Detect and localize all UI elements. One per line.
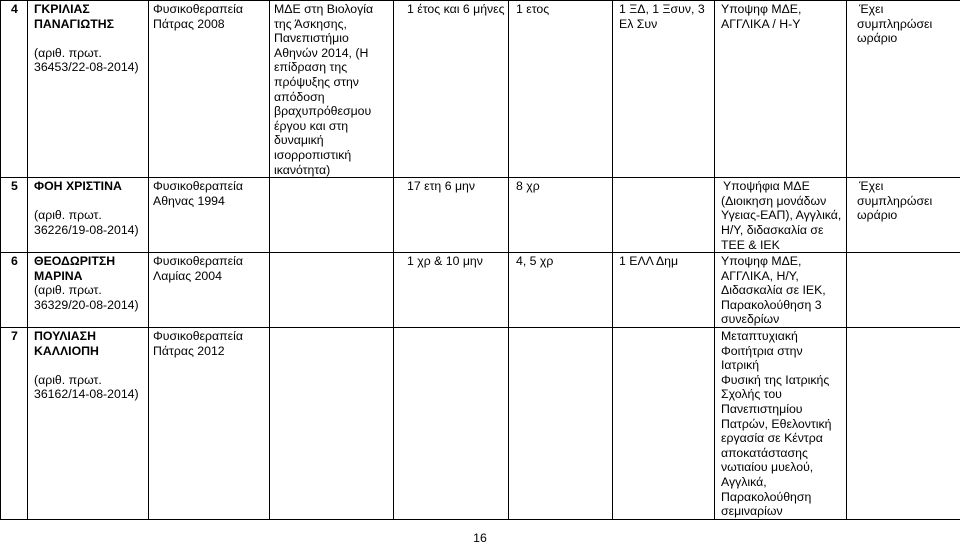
postgrad-cell bbox=[270, 328, 394, 520]
candidate-cell bbox=[28, 253, 149, 328]
degree: Φυσικοθεραπεία bbox=[153, 2, 267, 17]
candidate-name: ΚΑΛΛΙΟΠΗ bbox=[34, 344, 146, 359]
other-qualifications-cell bbox=[715, 328, 847, 520]
candidate-name: ΜΑΡΙΝΑ bbox=[34, 269, 146, 284]
postgrad-line: Πανεπιστήμιο bbox=[274, 31, 391, 46]
page-number: 16 bbox=[0, 531, 960, 546]
qualification-line: Μεταπτυχιακή bbox=[721, 329, 844, 344]
note-cell bbox=[847, 328, 960, 520]
degree-cell bbox=[149, 1, 270, 178]
degree: Πάτρας 2012 bbox=[153, 344, 267, 359]
experience-1-cell bbox=[394, 1, 509, 178]
row-number: 6 bbox=[11, 254, 18, 268]
qualification-line: σεμιναρίων bbox=[721, 504, 844, 519]
note-line: ωράριο bbox=[857, 31, 958, 46]
degree: Φυσικοθεραπεία bbox=[153, 179, 267, 194]
registration-number: 36226/19-08-2014) bbox=[34, 223, 146, 238]
qualification-line: Πανεπιστημίου bbox=[721, 402, 844, 417]
qualification-line: εργασία σε Κέντρα bbox=[721, 431, 844, 446]
degree-cell bbox=[149, 328, 270, 520]
note-line: ωράριο bbox=[857, 208, 958, 223]
candidate-name: ΠΑΝΑΓΙΩΤΗΣ bbox=[34, 17, 146, 32]
qualification-line: Υποψηφ ΜΔΕ, bbox=[721, 254, 844, 269]
note-line: Έχει bbox=[857, 2, 958, 17]
note-cell bbox=[847, 253, 960, 328]
experience-3-cell bbox=[613, 328, 715, 520]
qualification-line: Παρακολούθηση bbox=[721, 490, 844, 505]
experience-1-cell bbox=[394, 178, 509, 253]
table-row bbox=[1, 1, 960, 178]
postgrad-cell bbox=[270, 253, 394, 328]
other-qualifications-cell bbox=[715, 178, 847, 253]
candidate-name: ΦΟΗ ΧΡΙΣΤΙΝΑ bbox=[34, 179, 146, 194]
note-line: συμπληρώσει bbox=[857, 194, 958, 209]
experience-2: 4, 5 χρ bbox=[516, 254, 610, 269]
table-row bbox=[1, 178, 960, 253]
candidate-cell bbox=[28, 1, 149, 178]
table-row bbox=[1, 253, 960, 328]
other-qualifications-cell bbox=[715, 253, 847, 328]
experience-2: 8 χρ bbox=[516, 179, 610, 194]
postgrad-line: Αθηνών 2014, (Η bbox=[274, 46, 391, 61]
note-cell bbox=[847, 178, 960, 253]
degree: Αθηνας 1994 bbox=[153, 194, 267, 209]
experience-2-cell bbox=[509, 253, 613, 328]
experience-2-cell bbox=[509, 178, 613, 253]
row-number: 5 bbox=[11, 179, 18, 193]
row-number-cell bbox=[1, 1, 28, 178]
experience-3-cell bbox=[613, 178, 715, 253]
postgrad-line: απόδοση bbox=[274, 90, 391, 105]
table-row bbox=[1, 328, 960, 520]
experience-1-cell bbox=[394, 328, 509, 520]
registration-number: 36329/20-08-2014) bbox=[34, 298, 146, 313]
degree-cell bbox=[149, 178, 270, 253]
experience-1: 1 έτος και 6 μήνες bbox=[407, 2, 506, 17]
row-number-cell bbox=[1, 253, 28, 328]
registration-number: (αριθ. πρωτ. bbox=[34, 208, 146, 223]
qualification-line: Αγγλικά, bbox=[721, 475, 844, 490]
qualification-line: Υποψηφ ΜΔΕ, bbox=[721, 2, 844, 17]
qualification-line: ΑΓΓΛΙΚΑ, Η/Υ, bbox=[721, 269, 844, 284]
experience-2-cell bbox=[509, 328, 613, 520]
candidate-name: ΓΚΡΙΛΙΑΣ bbox=[34, 2, 146, 17]
qualification-line: αποκατάστασης bbox=[721, 446, 844, 461]
qualification-line: ΑΓΓΛΙΚΑ / Η-Υ bbox=[721, 17, 844, 32]
postgrad-cell bbox=[270, 178, 394, 253]
postgrad-line: ΜΔΕ στη Βιολογία bbox=[274, 2, 391, 17]
note-line: συμπληρώσει bbox=[857, 17, 958, 32]
degree: Πάτρας 2008 bbox=[153, 17, 267, 32]
row-number: 7 bbox=[11, 329, 18, 343]
qualification-line: Η/Υ, διδασκαλία σε bbox=[721, 223, 844, 238]
experience-2-cell bbox=[509, 1, 613, 178]
postgrad-cell bbox=[270, 1, 394, 178]
experience-1: 17 ετη 6 μην bbox=[407, 179, 506, 194]
qualification-line: ΤΕΕ & ΙΕΚ bbox=[721, 238, 844, 253]
qualification-line: Σχολής του bbox=[721, 387, 844, 402]
registration-number: 36162/14-08-2014) bbox=[34, 387, 146, 402]
row-number: 4 bbox=[11, 2, 18, 16]
qualification-line: Παρακολούθηση 3 bbox=[721, 298, 844, 313]
qualification-line: νωτιαίου μυελού, bbox=[721, 460, 844, 475]
registration-number: (αριθ. πρωτ. bbox=[34, 46, 146, 61]
experience-3: Ελ Συν bbox=[619, 17, 712, 32]
experience-3: 1 ΞΔ, 1 Ξσυν, 3 bbox=[619, 2, 712, 17]
note-line: Έχει bbox=[857, 179, 958, 194]
degree: Φυσικοθεραπεία bbox=[153, 254, 267, 269]
postgrad-line: δυναμική bbox=[274, 133, 391, 148]
experience-3-cell bbox=[613, 1, 715, 178]
note-cell bbox=[847, 1, 960, 178]
postgrad-line: ικανότητα) bbox=[274, 163, 391, 178]
qualification-line: Φοιτήτρια στην Ιατρική bbox=[721, 344, 844, 373]
degree: Λαμίας 2004 bbox=[153, 269, 267, 284]
experience-1-cell bbox=[394, 253, 509, 328]
postgrad-line: βραχυπρόθεσμου bbox=[274, 104, 391, 119]
experience-3: 1 ΕΛΛ Δημ bbox=[619, 254, 712, 269]
qualification-line: (Διοικηση μονάδων bbox=[721, 194, 844, 209]
qualification-line: Υποψήφια ΜΔΕ bbox=[721, 179, 844, 194]
degree-cell bbox=[149, 253, 270, 328]
registration-number: (αριθ. πρωτ. bbox=[34, 283, 146, 298]
registration-number: (αριθ. πρωτ. bbox=[34, 373, 146, 388]
candidate-cell bbox=[28, 328, 149, 520]
candidate-name: ΘΕΟΔΩΡΙΤΣΗ bbox=[34, 254, 146, 269]
row-number-cell bbox=[1, 328, 28, 520]
candidate-name: ΠΟΥΛΙΑΣΗ bbox=[34, 329, 146, 344]
postgrad-line: έργου και στη bbox=[274, 119, 391, 134]
registration-number: 36453/22-08-2014) bbox=[34, 60, 146, 75]
candidate-cell bbox=[28, 178, 149, 253]
experience-3-cell bbox=[613, 253, 715, 328]
qualification-line: Διδασκαλία σε ΙΕΚ, bbox=[721, 283, 844, 298]
postgrad-line: πρόψυξης στην bbox=[274, 75, 391, 90]
other-qualifications-cell bbox=[715, 1, 847, 178]
qualification-line: Πατρών, Εθελοντική bbox=[721, 417, 844, 432]
experience-1: 1 χρ & 10 μην bbox=[407, 254, 506, 269]
qualification-line: Υγειας-ΕΑΠ), Αγγλικά, bbox=[721, 208, 844, 223]
qualification-line: συνεδρίων bbox=[721, 312, 844, 327]
postgrad-line: της Άσκησης, bbox=[274, 17, 391, 32]
degree: Φυσικοθεραπεία bbox=[153, 329, 267, 344]
row-number-cell bbox=[1, 178, 28, 253]
qualification-line: Φυσική της Ιατρικής bbox=[721, 373, 844, 388]
postgrad-line: επίδραση της bbox=[274, 60, 391, 75]
postgrad-line: ισορροπιστική bbox=[274, 148, 391, 163]
experience-2: 1 ετος bbox=[516, 2, 610, 17]
